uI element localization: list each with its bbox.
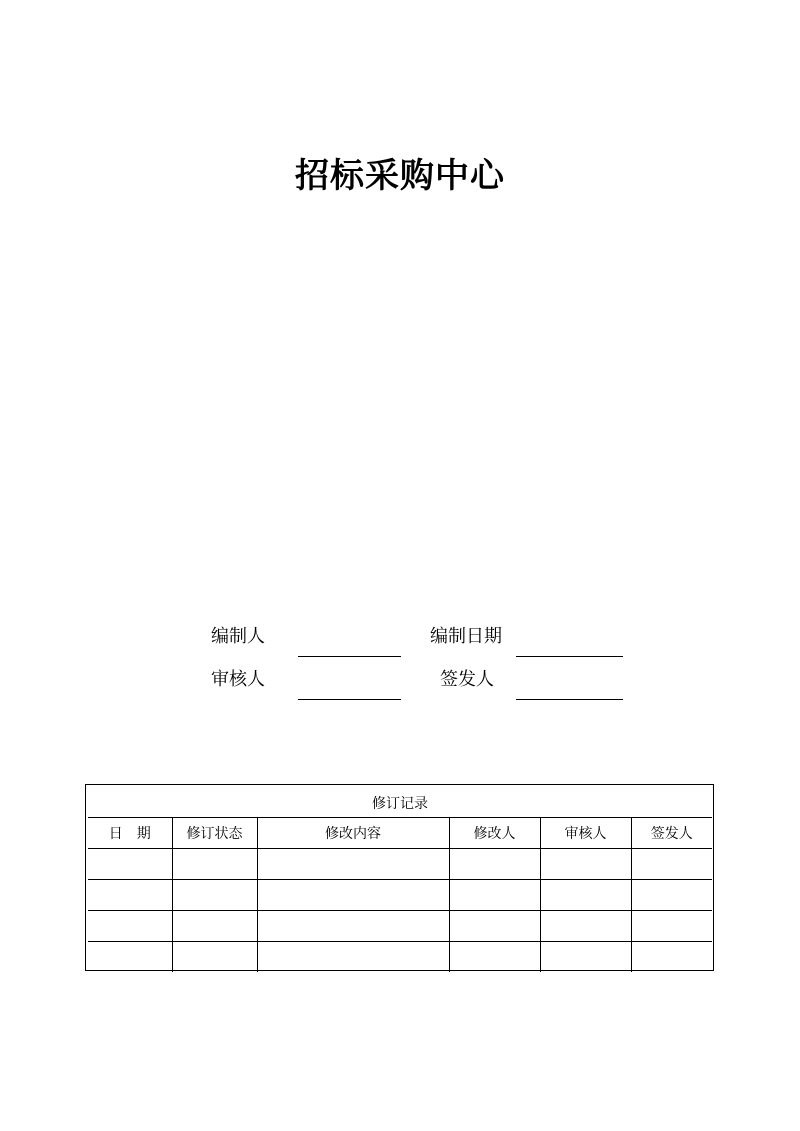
table-cell[interactable] [172,849,257,880]
table-cell[interactable] [172,880,257,911]
table-cell[interactable] [257,849,449,880]
table-cell[interactable] [257,911,449,942]
table-cell[interactable] [540,942,631,973]
column-header-reviewer: 审核人 [540,818,631,849]
reviewer-label: 审核人 [211,669,265,690]
table-row [88,942,712,973]
table-cell[interactable] [540,880,631,911]
table-cell[interactable] [449,911,540,942]
table-cell[interactable] [88,911,172,942]
table-cell[interactable] [172,942,257,973]
compile-date-field-line[interactable] [516,656,623,657]
compiler-label: 编制人 [211,626,265,647]
issuer-label: 签发人 [440,669,494,690]
table-cell[interactable] [449,849,540,880]
column-header-issuer: 签发人 [631,818,712,849]
table-cell[interactable] [449,880,540,911]
table-header-row [88,818,712,849]
table-row [88,849,712,880]
revision-record-frame [85,784,714,971]
table-cell[interactable] [172,911,257,942]
column-header-modifier: 修改人 [449,818,540,849]
reviewer-field-line[interactable] [298,699,401,700]
table-cell[interactable] [88,849,172,880]
table-cell[interactable] [631,942,712,973]
table-row [88,911,712,942]
document-title: 招标采购中心 [295,156,505,196]
table-cell[interactable] [257,942,449,973]
table-cell[interactable] [88,942,172,973]
table-cell[interactable] [631,849,712,880]
table-cell[interactable] [88,880,172,911]
table-caption: 修订记录 [88,789,712,818]
table-row [88,880,712,911]
table-cell[interactable] [631,880,712,911]
column-header-revision-status: 修订状态 [172,818,257,849]
compiler-field-line[interactable] [298,656,401,657]
table-cell[interactable] [631,911,712,942]
column-header-change-content: 修改内容 [257,818,449,849]
revision-record-table [88,789,712,972]
table-caption-row [88,789,712,818]
compile-date-label: 编制日期 [430,626,502,647]
table-cell[interactable] [540,849,631,880]
table-cell[interactable] [257,880,449,911]
column-header-date: 日 期 [88,818,172,849]
table-cell[interactable] [449,942,540,973]
issuer-field-line[interactable] [516,699,623,700]
table-cell[interactable] [540,911,631,942]
